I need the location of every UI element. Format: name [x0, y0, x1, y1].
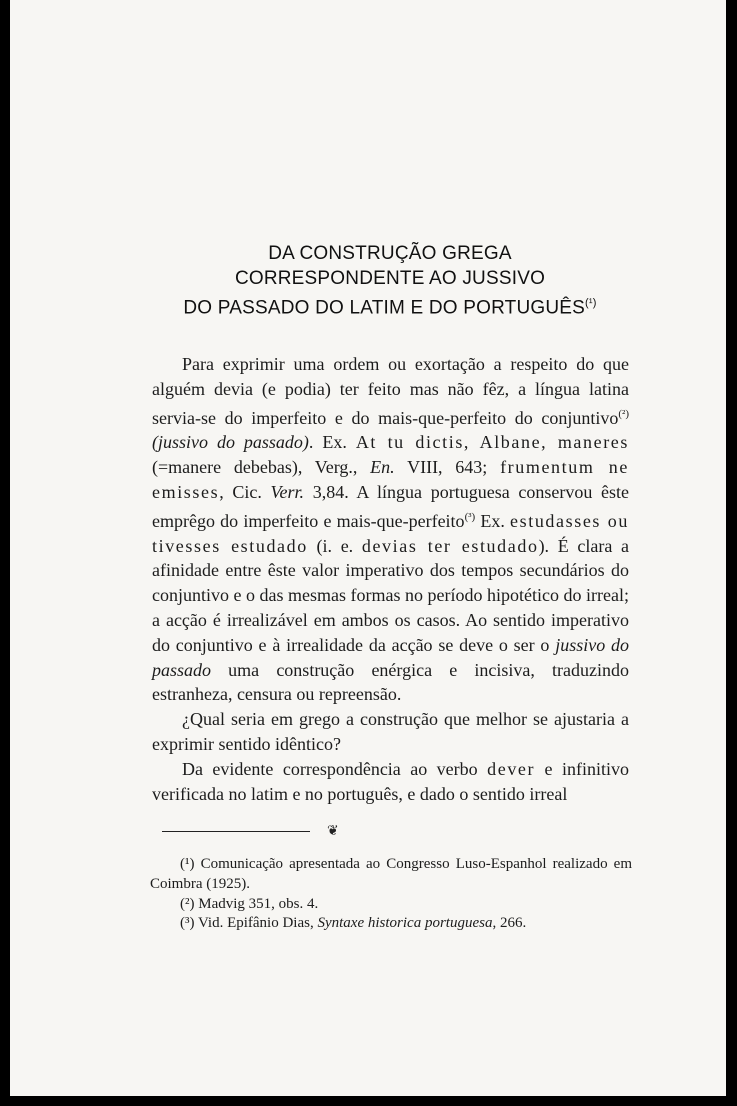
paragraph-1 [152, 352, 629, 707]
footnote-3-text-b: , 266. [492, 915, 527, 932]
title-line-2: CORRESPONDENTE AO JUSSIVO [234, 268, 546, 289]
footnote-3 [150, 914, 632, 934]
p1-text-k: uma construção enérgica e incisiva, traduzindo estranheza, censura ou repreensão. [152, 659, 629, 705]
p1-text-i: (i. e. [307, 535, 362, 556]
footnote-3-italic: Syntaxe historica portuguesa [317, 915, 493, 932]
p1-example-2: frumentum ne emisses [152, 457, 629, 502]
paragraph-2: ¿Qual seria em grego a construção que melhor se ajustaria a exprimir sentido idêntico? [152, 709, 629, 754]
p1-example-1: At tu dictis, Albane, maneres [355, 432, 629, 453]
p1-italic-4: jussivo do passado [152, 634, 629, 680]
p1-italic-2: En. [370, 457, 395, 478]
footnote-ref-3: (³) [464, 510, 476, 523]
p1-italic-1: (jussivo do passado) [152, 432, 309, 453]
footnote-3-text-a: (³) Vid. Epifânio Dias, [180, 915, 318, 932]
p1-text-f: , Cic. [219, 481, 271, 502]
p1-text-c: . Ex. [308, 432, 356, 453]
p1-text-e: VIII, 643; [394, 457, 501, 478]
p1-text-h: Ex. [475, 510, 511, 531]
p1-text-g: 3,84. A língua portuguesa conservou êste emprêgo do imperfeito e mais-que-perfeito [152, 481, 629, 531]
footnote-1: (¹) Comunicação apresentada ao Congresso Luso-Espanhol realizado em Coimbra (1925). [150, 856, 632, 892]
title-line-3 [160, 290, 620, 321]
p1-example-3: estudasses ou tivesses estudado [152, 510, 629, 556]
title-line-1: DA CONSTRUÇÃO GREGA [268, 243, 512, 264]
ornament-icon: ❦ [327, 824, 339, 839]
page [10, 0, 726, 1096]
title-footnote-ref: (¹) [585, 297, 597, 309]
p1-example-4: devias ter estudado [361, 535, 539, 556]
footnote-2: (²) Madvig 351, obs. 4. [180, 895, 319, 912]
p3-text-b: e infinitivo verificada no latim e no português, e dado o sentido irreal [152, 758, 629, 804]
p1-italic-3: Verr. [270, 481, 305, 502]
title-line-3-text: DO PASSADO DO LATIM E DO PORTUGUÊS [183, 297, 586, 319]
p1-text-a: Para exprimir uma ordem ou exortação a respeito do que alguém devia (e podia) ter feito mas não fêz, a língua latina servia-se do imperfeito e do mais-que-perfeito do conjuntivo [152, 354, 629, 428]
p1-text-d: (=manere debebas), Verg., [152, 457, 371, 478]
footnote-ref-2: (²) [618, 407, 629, 420]
p1-text-j: ). É clara a afinidade entre êste valor imperativo dos tempos secundários do conjuntivo e o das mesmas formas no período hipotético do irreal; a acção é irrealizável em ambos os casos. Ao sentido imperativo do conjuntivo e à irrealidade da acção se deve o ser o [152, 535, 630, 655]
footnote-rule [162, 831, 310, 832]
p3-text-a: Da evidente correspondência ao verbo [182, 758, 488, 779]
p3-example-1: dever [487, 758, 536, 779]
paragraph-3 [152, 757, 629, 807]
body-text [152, 352, 629, 806]
footnotes [150, 855, 632, 934]
show-through-text [160, 70, 640, 200]
